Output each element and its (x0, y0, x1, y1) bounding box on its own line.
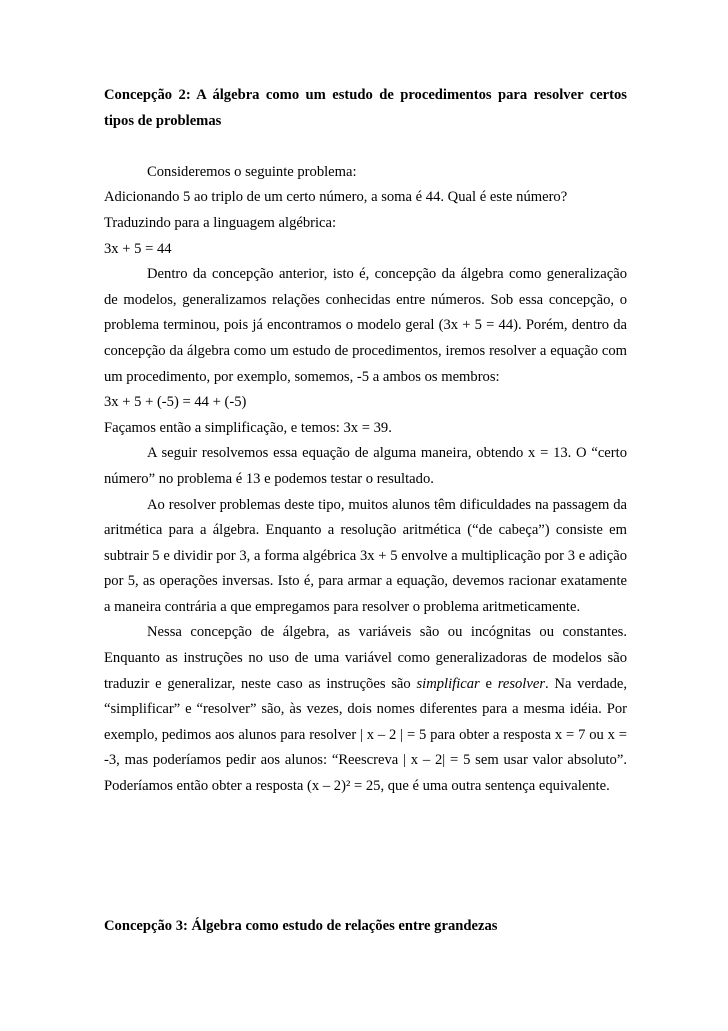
paragraph-a-seguir: A seguir resolvemos essa equação de alguma maneira, obtendo x = 13. O “certo número” no problema é 13 e podemos testar o resultado. (104, 445, 627, 487)
text-run: e (479, 675, 498, 692)
document-body (104, 83, 627, 800)
equation-3x-plus-5: 3x + 5 = 44 (104, 240, 172, 257)
paragraph-concepcao-anterior: Dentro da concepção anterior, isto é, concepção da álgebra como generalização de modelos, generalizamos relações conhecidas entre números. Sob essa concepção, o problema terminou, pois já encontramos o modelo geral (3x + 5 = 44). Porém, dentro da concepção da álgebra como um estudo de procedimentos, iremos resolver a equação com um procedimento, por exemplo, somemos, -5 a ambos os membros: (104, 266, 627, 385)
text-run: Nessa concepção de álgebra, as variáveis são ou incógnitas ou constantes. Enquanto as instruções no uso de uma variável como generalizadoras de modelos são traduzir e generalizar, neste caso as instruções são (104, 624, 627, 692)
text-run: . Na verdade, “simplificar” e “resolver” são, às vezes, dois nomes diferentes para a mesma idéia. Por exemplo, pedimos aos alunos para resolver | x – 2 | = 5 para obter a resposta x = 7 ou x = -3, mas poderíamos pedir aos alunos: “Reescreva | x – 2| = 5 sem usar valor absoluto”. Poderíamos então obter a resposta (x – 2)² = 25, que é uma outra sentença equivalente. (104, 675, 628, 795)
spacer (104, 134, 627, 160)
section-heading-concepcao-3: Concepção 3: Álgebra como estudo de relações entre grandezas (104, 918, 498, 934)
paragraph-nessa-concepcao (104, 620, 627, 799)
paragraph-traduzindo: Traduzindo para a linguagem algébrica: (104, 214, 337, 231)
paragraph-simplificacao: Façamos então a simplificação, e temos: 3x = 39. (104, 419, 392, 436)
italic-simplificar: simplificar (416, 675, 480, 692)
section-heading-concepcao-2: Concepção 2: A álgebra como um estudo de procedimentos para resolver certos tipos de problemas (104, 87, 627, 129)
paragraph-ao-resolver: Ao resolver problemas deste tipo, muitos alunos têm dificuldades na passagem da aritmética para a álgebra. Enquanto a resolução aritmética (“de cabeça”) consiste em subtrair 5 e dividir por 3, a forma algébrica 3x + 5 envolve a multiplicação por 3 e adição por 5, as operações inversas. Isto é, para armar a equação, devemos racionar exatamente a maneira contrária a que empregamos para resolver o problema aritmeticamente. (104, 496, 627, 615)
equation-add-minus-5: 3x + 5 + (-5) = 44 + (-5) (104, 394, 247, 411)
paragraph-problem-statement: Adicionando 5 ao triplo de um certo número, a soma é 44. Qual é este número? (104, 189, 568, 206)
italic-resolver: resolver (497, 675, 545, 692)
paragraph-consideremos: Consideremos o seguinte problema: (147, 163, 357, 180)
